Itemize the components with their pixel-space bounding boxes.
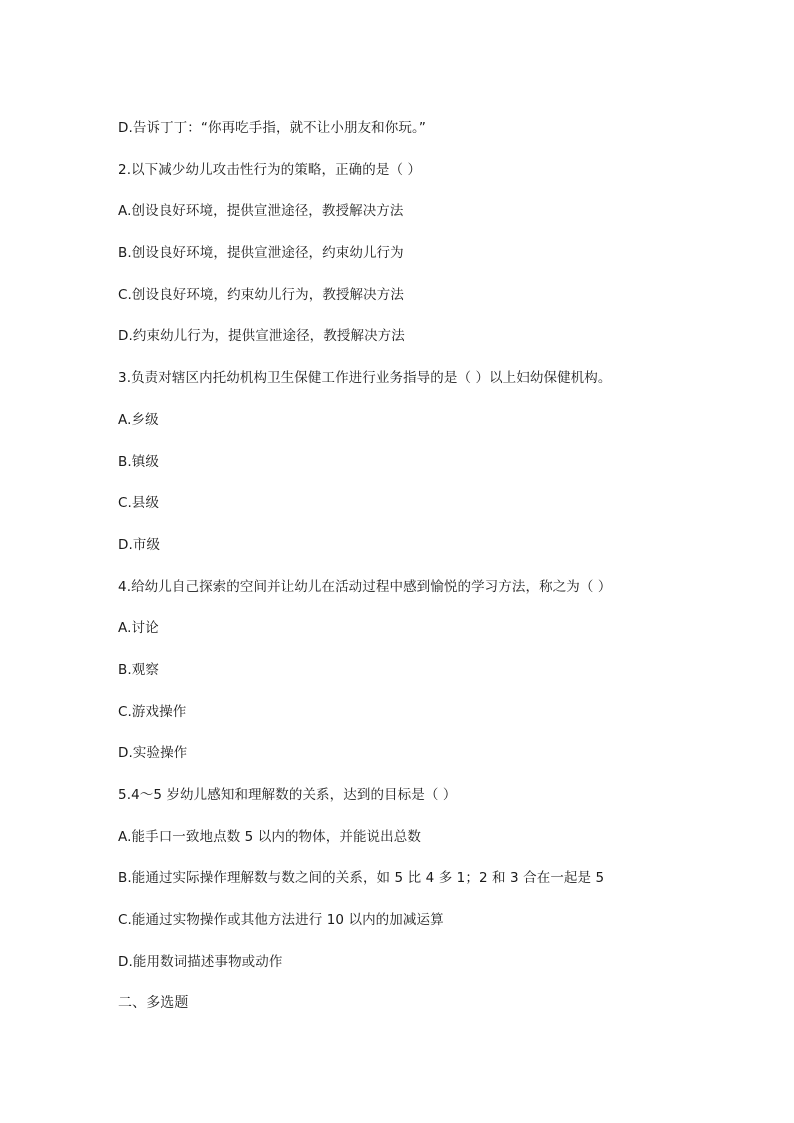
- option-5a: A.能手口一致地点数 5 以内的物体，并能说出总数: [118, 828, 421, 845]
- option-4d: D.实验操作: [118, 745, 188, 762]
- question-3: 3.负责对辖区内托幼机构卫生保健工作进行业务指导的是（ ）以上妇幼保健机构。: [118, 370, 612, 387]
- section-heading-multiple-choice: 二、多选题: [118, 995, 189, 1012]
- option-1d: D.告诉丁丁：“你再吃手指，就不让小朋友和你玩。”: [118, 120, 426, 136]
- question-4: 4.给幼儿自己探索的空间并让幼儿在活动过程中感到愉悦的学习方法，称之为（ ）: [118, 578, 612, 595]
- question-2: 2.以下减少幼儿攻击性行为的策略，正确的是（ ）: [118, 161, 422, 178]
- option-2d: D.约束幼儿行为，提供宣泄途径，教授解决方法: [118, 328, 405, 345]
- option-2b: B.创设良好环境，提供宣泄途径，约束幼儿行为: [118, 245, 404, 262]
- option-4b: B.观察: [118, 661, 159, 678]
- option-4c: C.游戏操作: [118, 703, 187, 720]
- option-3d: D.市级: [118, 536, 161, 553]
- option-4a: A.讨论: [118, 620, 159, 637]
- option-5b: B.能通过实际操作理解数与数之间的关系，如 5 比 4 多 1；2 和 3 合在一起是 5: [118, 870, 605, 887]
- option-3a: A.乡级: [118, 411, 159, 428]
- option-3b: B.镇级: [118, 453, 159, 470]
- option-2c: C.创设良好环境，约束幼儿行为，教授解决方法: [118, 286, 404, 303]
- document-body: [118, 118, 758, 1035]
- option-2a: A.创设良好环境，提供宣泄途径，教授解决方法: [118, 203, 404, 220]
- option-5c: C.能通过实物操作或其他方法进行 10 以内的加减运算: [118, 912, 444, 929]
- option-3c: C.县级: [118, 495, 160, 512]
- option-5d: D.能用数词描述事物或动作: [118, 953, 283, 970]
- question-5: 5.4～5 岁幼儿感知和理解数的关系，达到的目标是（ ）: [118, 787, 457, 803]
